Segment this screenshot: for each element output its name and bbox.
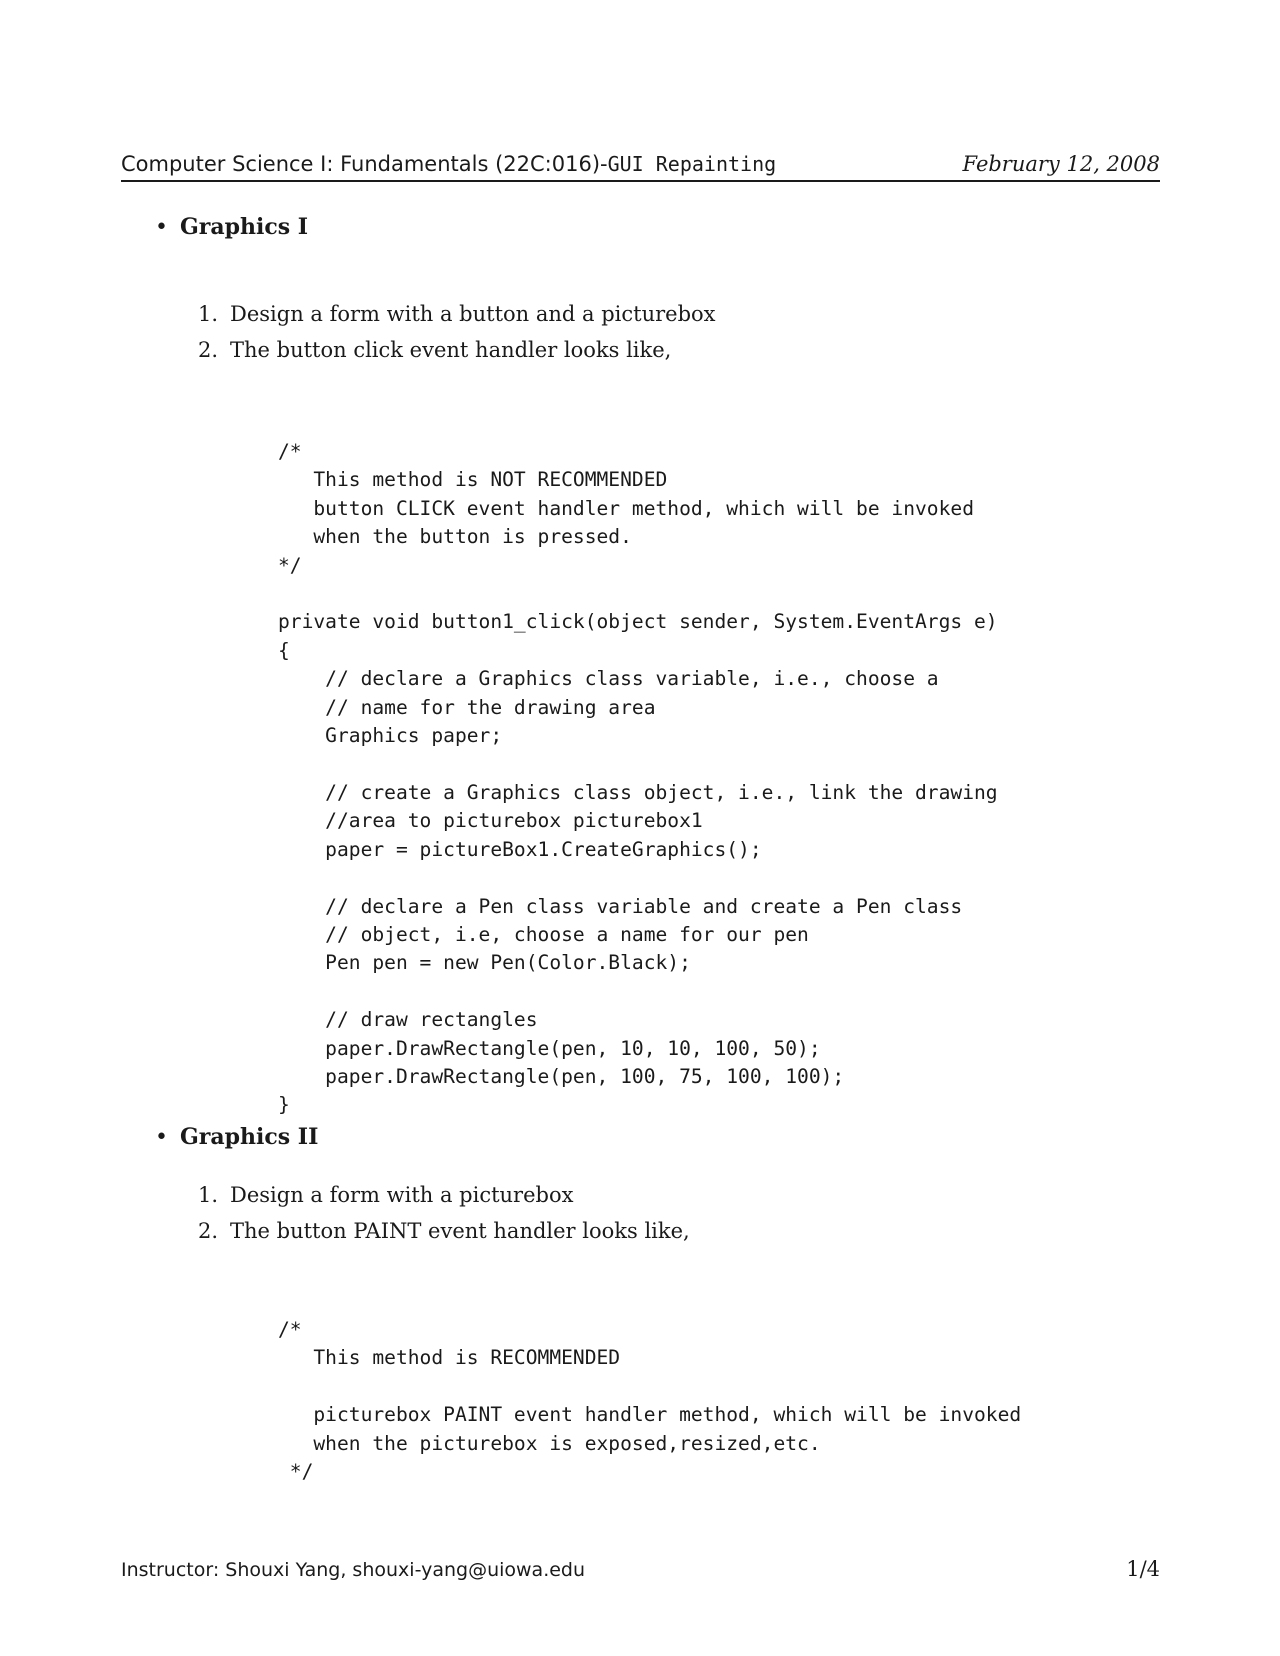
section-title: Graphics II: [180, 1124, 319, 1150]
list-item-text: Design a form with a picturebox: [230, 1183, 574, 1207]
header-topic: GUI Repainting: [607, 152, 777, 176]
list-item: [198, 1183, 573, 1207]
list-item-text: Design a form with a button and a picturebox: [230, 302, 716, 326]
header-separator: -: [600, 152, 608, 176]
code-block-button-click: /* This method is NOT RECOMMENDED button CLICK event handler method, which will be invoked when the button is pressed. */ private void button1_click(object sender, System.EventArgs e) { // declare a Graphics class variable, i.e., choose a // name for the drawing area Graphics paper; // create a Graphics class object, i.e., link the drawing //area to picturebox picturebox1 paper = pictureBox1.CreateGraphics(); // declare a Pen class variable and create a Pen class // object, i.e, choose a name for our pen Pen pen = new Pen(Color.Black); // draw rectangles paper.DrawRectangle(pen, 10, 10, 100, 50); paper.DrawRectangle(pen, 100, 75, 100, 100); }: [278, 440, 998, 1117]
page-header: [121, 146, 1160, 182]
list-item-number: 1.: [198, 1183, 219, 1207]
footer-instructor: Instructor: Shouxi Yang, shouxi-yang@uiowa.edu: [121, 1559, 586, 1581]
footer-page-number: 1/4: [1126, 1557, 1160, 1581]
header-course: Computer Science I: Fundamentals (22C:016): [121, 152, 601, 176]
list-item: [198, 302, 716, 326]
list-item-number: 2.: [198, 338, 219, 362]
section-title: Graphics I: [180, 214, 309, 240]
header-title: [121, 152, 776, 176]
code-block-paint-handler: /* This method is RECOMMENDED picturebox PAINT event handler method, which will be invoked when the picturebox is exposed,resized,etc. */: [278, 1318, 1022, 1484]
section-heading-graphics-2: [155, 1124, 318, 1150]
list-item-text: The button PAINT event handler looks like,: [230, 1219, 690, 1243]
header-date: February 12, 2008: [962, 152, 1160, 176]
list-item-text: The button click event handler looks like,: [230, 338, 672, 362]
list-item-number: 1.: [198, 302, 219, 326]
bullet-icon: •: [155, 215, 168, 240]
section-heading-graphics-1: [155, 214, 308, 240]
list-item: [198, 1219, 690, 1243]
bullet-icon: •: [155, 1125, 168, 1150]
list-item: [198, 338, 671, 362]
list-item-number: 2.: [198, 1219, 219, 1243]
